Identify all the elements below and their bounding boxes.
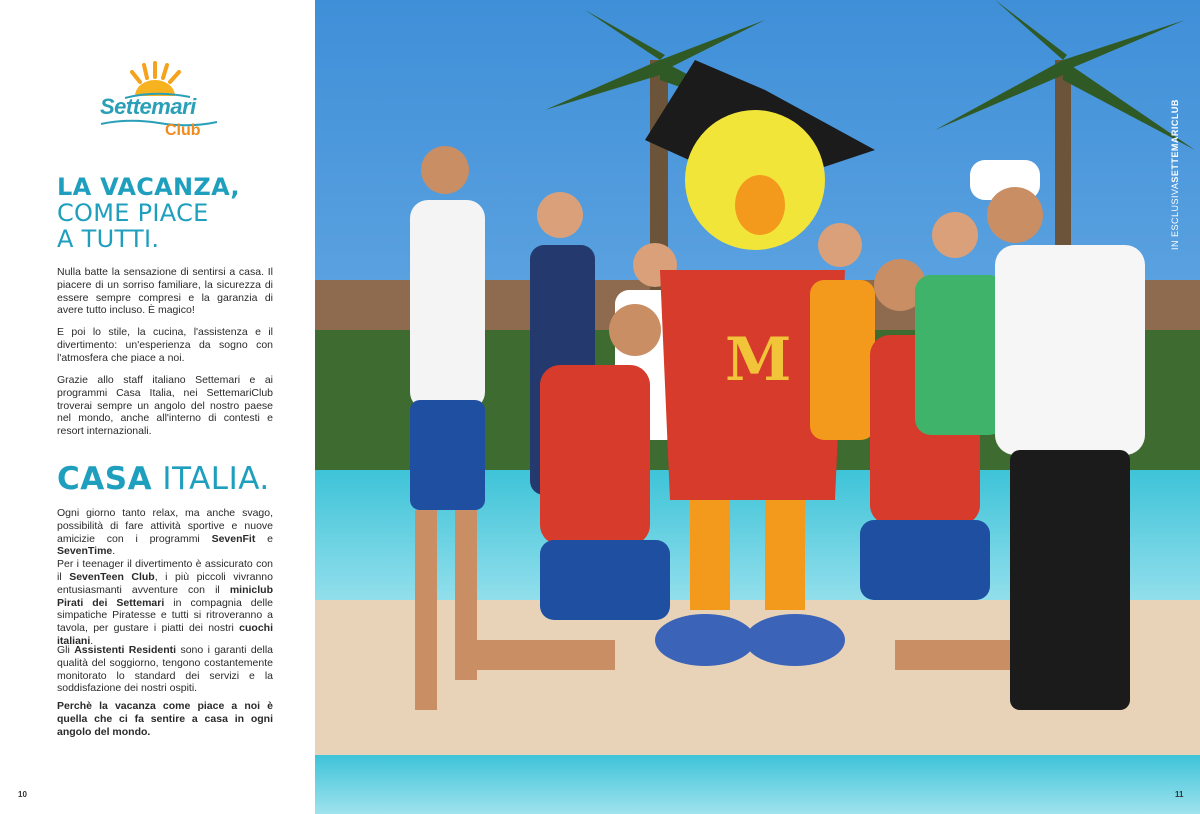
page-number-right: 11 <box>1175 790 1184 799</box>
settemari-club-logo <box>95 60 225 150</box>
photo-illustration <box>315 0 1200 814</box>
text-run: . <box>112 545 116 558</box>
paragraph-programs <box>57 507 273 648</box>
text-run: Ogni giorno tanto relax, ma anche svago, possibilità di fare attività sportive e nuove amicizie con i programmi <box>57 507 273 545</box>
heading-line-2: COME PIACE <box>57 199 209 227</box>
page-number-left: 10 <box>18 790 27 799</box>
heading-vacanza <box>57 174 307 252</box>
miniclub-label: miniclub Pirati dei Settemari <box>57 583 273 609</box>
text-run: . <box>90 634 94 647</box>
logo-brand: Settemari <box>100 94 196 119</box>
svg-text:M: M <box>725 325 792 395</box>
paragraph-assistenti <box>57 644 273 695</box>
heading-casa: CASA <box>57 461 153 497</box>
text-run: Gli <box>57 644 75 656</box>
sevenfit-label: SevenFit <box>211 532 256 545</box>
text-run: Per i teenager il divertimento è assicurato con il <box>57 558 273 583</box>
wave-icon <box>99 118 219 128</box>
text-run: e <box>255 532 273 545</box>
logo-club: Club <box>165 122 201 139</box>
seventeen-club-label: SevenTeen Club <box>69 570 155 583</box>
paragraph-closing: Perchè la vacanza come piace a noi è quella che ci fa sentire a casa in ogni angolo del mondo. <box>57 700 273 738</box>
heading-italia: ITALIA. <box>162 461 270 497</box>
pool-front <box>315 755 1200 814</box>
staff-photo <box>315 0 1200 814</box>
heading-line-3: A TUTTI. <box>57 225 160 253</box>
heading-line-1: LA VACANZA, <box>57 173 240 201</box>
paragraph-style: E poi lo stile, la cucina, l'assistenza e il divertimento: un'esperienza da sogno con l'atmosfera che piace a noi. <box>57 326 273 364</box>
assistenti-label: Assistenti Residenti <box>74 644 177 656</box>
side-label <box>1170 50 1190 250</box>
heading-casa-italia <box>57 461 270 497</box>
seventime-label: SevenTime <box>57 545 113 558</box>
paragraph-staff: Grazie allo staff italiano Settemari e ai programmi Casa Italia, nei SettemariClub troverai sempre un angolo del nostro paese nel mondo, anche all'interno di contesti e resort internazionali. <box>57 374 273 438</box>
side-label-bold: SETTEMARICLUB <box>1170 99 1180 183</box>
text-run: sono i garanti della qualità del soggiorno, tengono costantemente monitorato lo standard dei servizi e la soddisfazione dei nostri ospiti. <box>57 644 273 695</box>
text-run: , i più piccoli vivranno entusiasmanti avventure con il <box>57 570 273 596</box>
left-page <box>0 0 315 814</box>
text-run: in compagnia delle simpatiche Piratesse e tutti si ritroveranno a tavola, per gustare i piatti dei nostri <box>57 596 273 635</box>
side-label-light: IN ESCLUSIVA <box>1170 182 1180 250</box>
cuochi-label: cuochi italiani <box>57 622 273 647</box>
paragraph-intro: Nulla batte la sensazione di sentirsi a casa. Il piacere di un sorriso familiare, la sicurezza di essere sempre compresi e la garanzia di avere tutto incluso. È magico! <box>57 266 273 317</box>
